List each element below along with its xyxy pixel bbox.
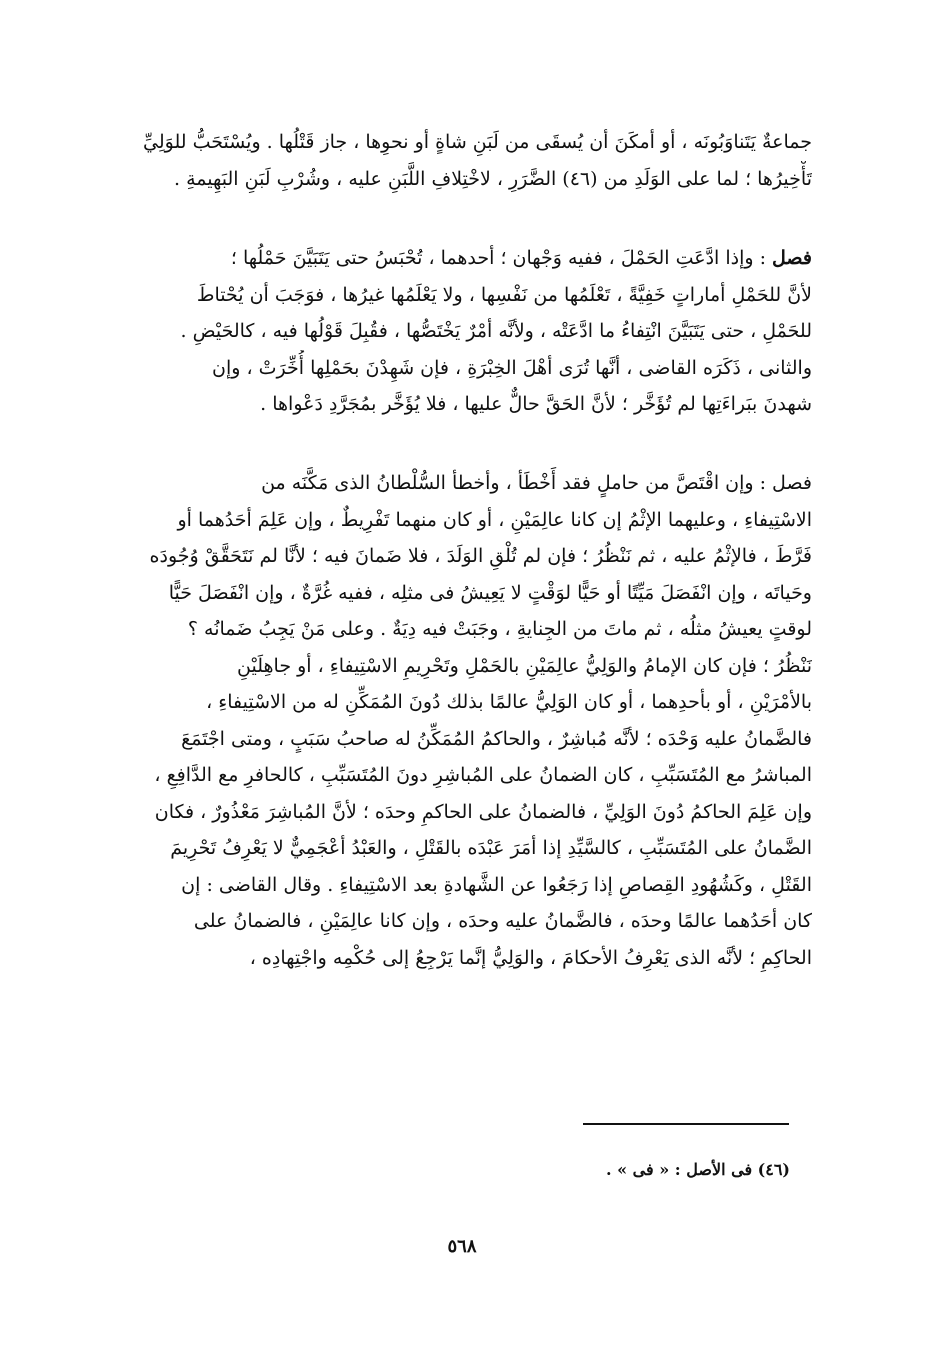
text-line: فصل : وإن اقْتَصَّ من حاملٍ فقد أَخْطَأ ، وأخطأ السُّلْطانُ الذى مَكَّنَه من [261, 472, 812, 494]
text-line: وإن عَلِمَ الحاكمُ دُونَ الوَلِيِّ ، فالضمانُ على الحاكمِ وحدَه ؛ لأنَّ المُباشِرَ مَعْذُورٌ ، فكان [154, 800, 812, 823]
text-line: لوقتٍ يعيشُ مثلُه ، ثم ماتَ من الجِنايةِ ، وجَبَتْ فيه دِيَةٌ . وعلى مَنْ يَجِبُ ضَمانُه ؟ [187, 618, 812, 640]
text-line: والثانى ، ذَكَرَه القاضى ، أنَّها تُرَى أهْلَ الخِبْرَةِ ، فإن شَهِدْنَ بحَمْلِها أُخِّرَتْ ، وإن [212, 356, 812, 379]
text-line: لأنَّ للحَمْلِ أماراتٍ خَفِيَّةً ، تَعْلَمُها من نَفْسِها ، ولا يَعْلَمُها غيرُها ، فوَجَبَ أن يُحْتاطَ [196, 283, 812, 306]
text-line: كان أحَدُهما عالمًا وحدَه ، فالضَّمانُ عليه وحدَه ، وإن كانا عالِمَيْنِ ، فالضمانُ على [193, 910, 812, 932]
text-line-content: : وإذا ادَّعَتِ الحَمْلَ ، ففيه وَجْهان ؛ أحدهما ، تُحْبَسُ حتى يَتَبَيَّنَ حَمْلُها ؛ [230, 247, 766, 269]
paragraph-2 [112, 240, 812, 423]
text-line: الاسْتِيفاءِ ، وعليهما الإثْمُ إن كانا عالِمَيْنِ ، أو كان منهما تَفْرِيطٌ ، وإن عَلِمَ أحَدُهما أو [177, 508, 812, 531]
text-line: نَنْظُرُ ؛ فإن كان الإمامُ والوَلِيُّ عالِمَيْنِ بالحَمْلِ وتَحْرِيمِ الاسْتِيفاءِ ، أو جاهِلَيْنِ [237, 654, 812, 677]
page-number: ٥٦٨ [447, 1236, 477, 1257]
footnote: (٤٦) فى الأصل : « فى » . [605, 1160, 790, 1179]
text-line: فالضَّمانُ عليه وَحْدَه ؛ لأنَّه مُباشِرٌ ، والحاكمُ المُمَكِّنُ له صاحبُ سَبَبٍ ، ومتى اجْتَمَعَ [181, 727, 812, 750]
text-line: الحاكِمِ ؛ لأنَّه الذى يَعْرِفُ الأحكامَ ، والوَلِيُّ إنَّما يَرْجِعُ إلى حُكْمِه واجْتِهادِه ، [249, 946, 812, 969]
text-line-with-heading [112, 240, 812, 277]
section-heading-fasl: فصل [772, 247, 812, 269]
text-line: للحَمْلِ ، حتى يَتَبَيَّنَ انْتِفاءُ ما ادَّعَتْه ، ولأنَّه أمْرٌ يَخْتَصُّها ، فقُبِلَ قَوْلُها فيه ، كالحَيْضِ . [180, 320, 812, 342]
text-line: المباشرُ مع المُتَسَبِّبِ ، كان الضمانُ على المُباشِرِ دونَ المُتَسَبِّبِ ، كالحافرِ مع الدَّافِعِ ، [154, 764, 812, 786]
text-line: وحَياتَه ، وإن انْفَصَلَ مَيِّتًا أو حَيًّا لوَقْتٍ لا يَعِيشُ فى مثلِه ، ففيه غُرَّةٌ ، وإن انْفَصَلَ حَيًّا [168, 581, 812, 604]
text-line: فَرَّطَ ، فالإثْمُ عليه ، ثم نَنْظُرُ ؛ فإن لم تُلْقِ الوَلَدَ ، فلا ضَمانَ فيه ؛ لأنَّا لم نَتَحَقَّقْ وُجُودَه [149, 545, 812, 567]
text-line: بالأمْرَيْنِ ، أو بأحدِهما ، أو كان الوَلِيُّ عالمًا بذلك دُونَ المُمَكِّنِ له من الاسْتِيفاءِ ، [206, 691, 812, 713]
paragraph-1 [112, 124, 812, 197]
paragraph-3 [112, 465, 812, 976]
text-line: الضَّمانُ على المُتَسَبِّبِ ، كالسَّيِّدِ إذا أمَرَ عَبْدَه بالقَتْلِ ، والعَبْدُ أعْجَمِيٌّ لا يَعْرِفُ تَحْرِيمَ [170, 837, 812, 859]
footnote-divider [583, 1123, 789, 1125]
text-line: شهدنَ ببَراءَتِها لم تُؤَخَّر ؛ لأنَّ الحَقَّ حالٌّ عليها ، فلا يُؤَخَّر بمُجَرَّدِ دَعْواها . [260, 393, 812, 415]
text-line: تَأْخِيرُها ؛ لما على الوَلَدِ من (٤٦) الضَّرَرِ ، لاخْتِلافِ اللَّبَنِ عليه ، وشُرْبِ لَبَنِ البَهِيمةِ . [174, 167, 812, 190]
text-line: جماعةٌ يَتَناوَبُونَه ، أو أمكَنَ أن يُسقَى من لَبَنِ شاةٍ أو نحوِها ، جاز قَتْلُها . ويُسْتَحَبُّ للوَلِيِّ [143, 131, 812, 153]
text-line: القَتْلِ ، وكَشُهُودِ القِصاصِ إذا رَجَعُوا عن الشَّهادةِ بعد الاسْتِيفاءِ . وقال القاضى : إن [181, 873, 812, 896]
